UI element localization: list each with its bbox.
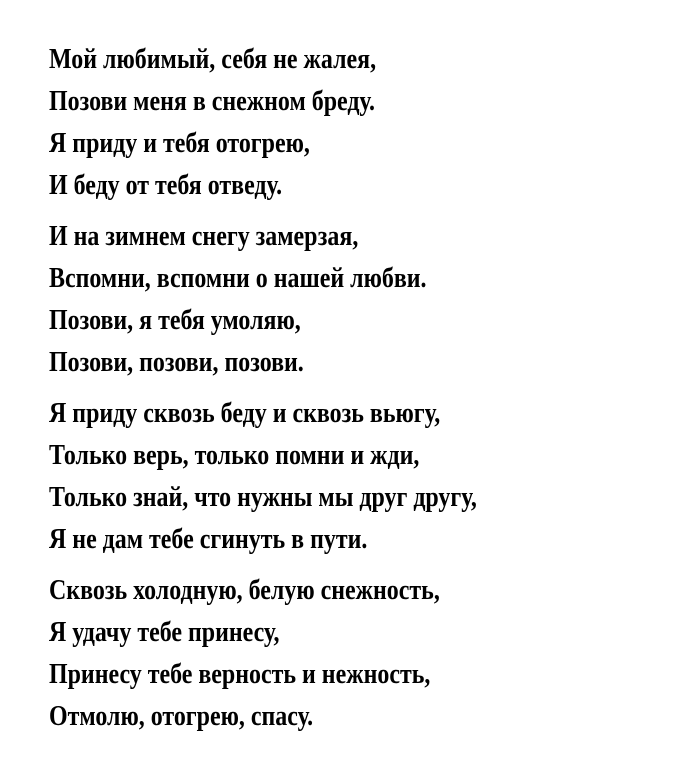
stanza-4: [49, 570, 587, 738]
poem-line: Я удачу тебе принесу,: [49, 617, 280, 648]
poem-line: Я приду сквозь беду и сквозь вьюгу,: [49, 398, 441, 429]
poem-line: И беду от тебя отведу.: [49, 170, 283, 201]
poem-line: И на зимнем снегу замерзая,: [49, 221, 359, 252]
poem-line: Сквозь холодную, белую снежность,: [49, 575, 440, 606]
poem-line: Принесу тебе верность и нежность,: [49, 659, 431, 690]
poem-line: Только знай, что нужны мы друг другу,: [49, 482, 477, 513]
stanza-2: [49, 216, 587, 384]
poem-line: Я не дам тебе сгинуть в пути.: [49, 524, 368, 555]
poem-line: Я приду и тебя отогрею,: [49, 128, 310, 159]
poem-line: Отмолю, отогрею, спасу.: [49, 701, 314, 732]
poem-text: [49, 39, 587, 747]
poem-line: Позови, позови, позови.: [49, 347, 304, 378]
stanza-1: [49, 39, 587, 207]
poem-line: Вспомни, вспомни о нашей любви.: [49, 263, 427, 294]
stanza-3: [49, 393, 587, 561]
poem-line: Позови меня в снежном бреду.: [49, 86, 375, 117]
poem-line: Мой любимый, себя не жалея,: [49, 44, 377, 75]
poem-line: Позови, я тебя умоляю,: [49, 305, 301, 336]
poem-line: Только верь, только помни и жди,: [49, 440, 420, 471]
